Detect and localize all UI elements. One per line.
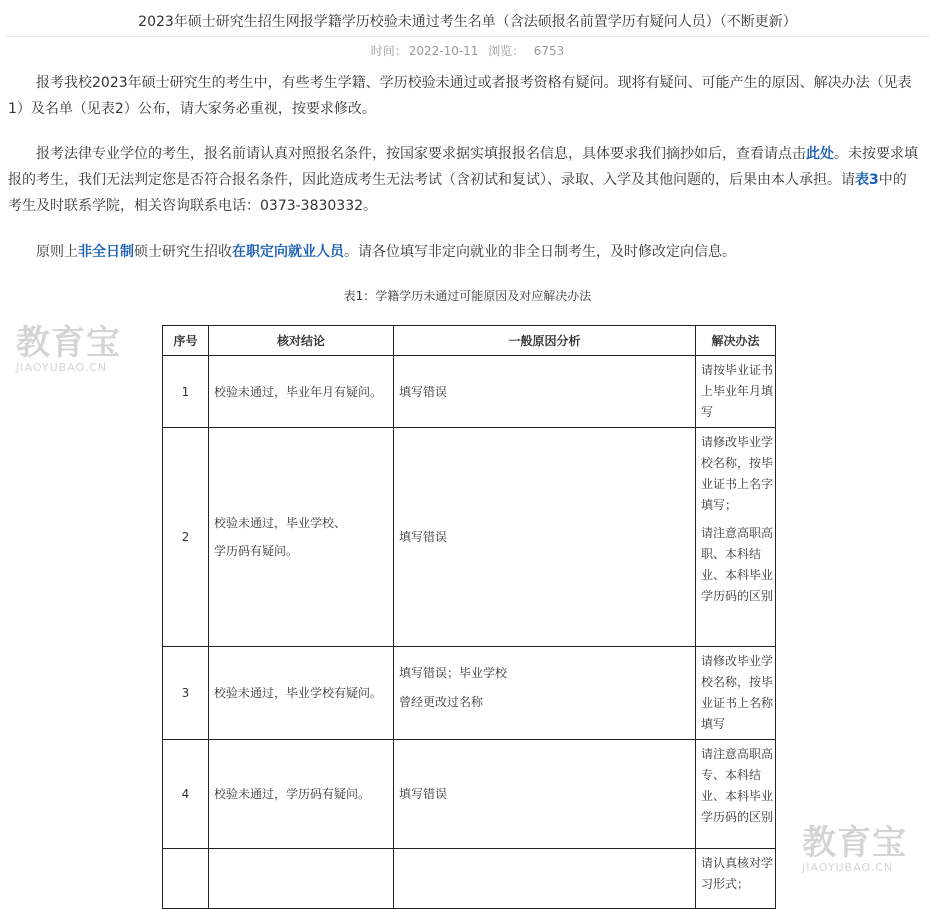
table-row [163, 740, 776, 849]
parttime-text-3: 。请各位填写非定向就业的非全日制考生，及时修改定向信息。 [344, 244, 736, 260]
watermark-brand: 教育宝 [802, 823, 907, 863]
parttime-text-1: 原则上 [36, 244, 78, 260]
row-conclusion [209, 849, 394, 909]
row-conclusion [209, 428, 394, 647]
table-row [163, 849, 776, 909]
cell-line: 填写错误 [399, 787, 448, 801]
row-solution [696, 356, 776, 428]
parttime-paragraph [8, 239, 920, 265]
cell-line: 填写错误 [399, 530, 448, 544]
cell-line: 校验未通过，毕业学校、 [214, 516, 347, 530]
row-num: 4 [163, 740, 209, 849]
intro-paragraph: 报考我校2023年硕士研究生的考生中，有些考生学籍、学历校验未通过或者报考资格有疑问。现将有疑问、可能产生的原因、解决办法（见表1）及名单（见表2）公布，请大家务必重视，按要求修改。 [8, 75, 912, 117]
cell-line: 请修改毕业学校名称，按毕业证书上名字填写； [701, 435, 774, 512]
cell-line: 请注意高职高职、本科结业、本科毕业学历码的区别 [701, 526, 774, 603]
row-conclusion [209, 647, 394, 740]
watermark-brand: 教育宝 [16, 323, 121, 363]
watermark-logo [16, 324, 121, 374]
cell-line: 校验未通过，学历码有疑问。 [214, 787, 371, 801]
watermark-domain: JIAOYUBAO.CN [802, 861, 894, 874]
law-degree-paragraph [8, 141, 920, 219]
row-conclusion [209, 356, 394, 428]
table-header-row [163, 326, 776, 356]
row-reason [394, 428, 696, 647]
col-header-reason: 一般原因分析 [394, 326, 696, 356]
row-reason [394, 740, 696, 849]
watermark-domain: JIAOYUBAO.CN [16, 361, 108, 374]
cell-line: 填写错误；毕业学校 [399, 666, 508, 680]
row-num: 2 [163, 428, 209, 647]
law-text-1: 报考法律专业学位的考生，报名前请认真对照报名条件，按国家要求据实填报报名信息，具体要求我们摘抄如后，查看请点击 [36, 146, 806, 162]
row-reason [394, 647, 696, 740]
parttime-text-2: 硕士研究生招收 [134, 244, 232, 260]
title-divider [6, 36, 930, 37]
row-reason [394, 356, 696, 428]
row-solution [696, 647, 776, 740]
row-num: 1 [163, 356, 209, 428]
parttime-link[interactable]: 非全日制 [78, 244, 134, 260]
cell-line: 校验未通过，毕业年月有疑问。 [214, 384, 383, 399]
cell-line: 填写错误 [399, 384, 448, 399]
meta-views-label: 浏览： [488, 44, 525, 58]
table-row [163, 428, 776, 647]
table1-caption: 表1：学籍学历未通过可能原因及对应解决办法 [343, 289, 592, 303]
page-title: 2023年硕士研究生招生网报学籍学历校验未通过考生名单（含法硕报名前置学历有疑问人员）（不断更新） [138, 14, 797, 30]
row-solution [696, 849, 776, 909]
law-text-2: 。未按要求填报的考生，我们无法判定您是否符合报名条件，因此造成考生无法考试（含初试和复试）、录取、入学及其他问题的，后果由本人承担。请 [8, 146, 918, 188]
meta-time-label: 时间： [370, 44, 407, 58]
watermark-logo [802, 824, 907, 874]
row-reason [394, 849, 696, 909]
row-num [163, 849, 209, 909]
meta-time: 2022-10-11 [408, 44, 479, 58]
col-header-conclusion: 核对结论 [209, 326, 394, 356]
cell-line: 学历码有疑问。 [214, 544, 299, 558]
cell-line: 曾经更改过名称 [399, 695, 484, 709]
table-row [163, 356, 776, 428]
article-meta [0, 43, 935, 59]
col-header-num: 序号 [163, 326, 209, 356]
cell-line: 请认真核对学习形式； [701, 856, 774, 891]
col-header-solution: 解决办法 [696, 326, 776, 356]
row-conclusion [209, 740, 394, 849]
table-row [163, 647, 776, 740]
law-text-3: 中的考生及时联系学院，相关咨询联系电话：0373-3830332。 [8, 172, 907, 214]
row-solution [696, 740, 776, 849]
row-num: 3 [163, 647, 209, 740]
cell-line: 请按毕业证书上毕业年月填写 [701, 363, 774, 419]
cell-line: 请注意高职高专、本科结业、本科毕业学历码的区别 [701, 747, 774, 824]
meta-views: 6753 [533, 44, 565, 58]
employed-link[interactable]: 在职定向就业人员 [232, 244, 344, 260]
row-solution [696, 428, 776, 647]
table3-link[interactable]: 表3 [855, 172, 879, 188]
cell-line: 请修改毕业学校名称，按毕业证书上名称填写 [701, 654, 774, 731]
cell-line: 校验未通过，毕业学校有疑问。 [214, 686, 383, 700]
table1 [162, 325, 776, 909]
click-here-link[interactable]: 此处 [806, 146, 834, 162]
